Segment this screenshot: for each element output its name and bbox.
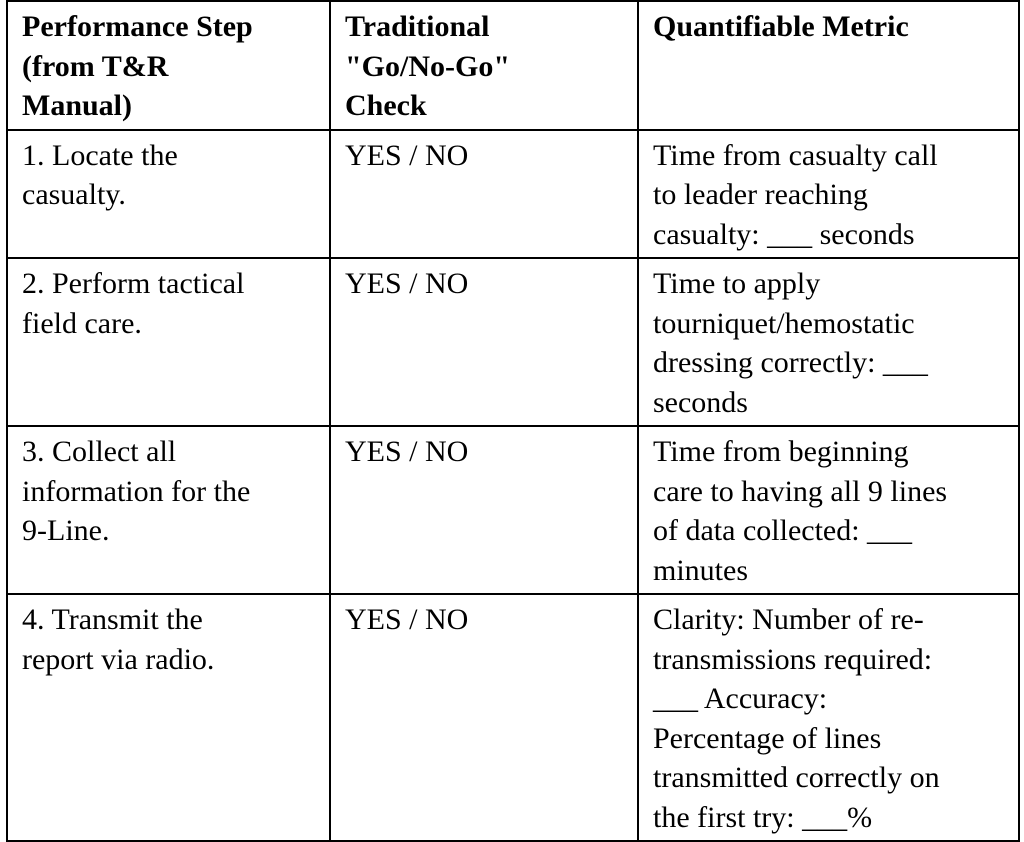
cell-text-line: YES / NO [345,138,469,172]
cell-text-line: casualty. [22,178,126,211]
step-cell [7,130,330,259]
header-row [7,1,1019,130]
table-row [7,594,1019,841]
cell-text-line: YES / NO [345,603,469,636]
header-text-line: "Go/No-Go" [345,49,510,83]
header-text-line: Traditional [345,10,490,43]
metric-cell [638,258,1019,426]
header-performance-step [7,1,330,130]
table-row [7,426,1019,594]
header-text-line: Quantifiable Metric [653,10,909,43]
cell-text-line: to leader reaching [653,178,868,211]
step-cell [7,594,330,841]
cell-text-line: casualty: ___ seconds [653,217,915,251]
cell-text-line: 3. Collect all [22,435,177,468]
cell-text-line: transmitted correctly on [653,761,940,794]
check-cell [330,258,638,426]
header-text-line: Performance Step [22,10,253,43]
metric-cell [638,426,1019,594]
cell-text-line: Time to apply [653,267,821,300]
check-cell [330,426,638,594]
cell-text-line: Percentage of lines [653,721,882,755]
step-cell [7,258,330,426]
step-cell [7,426,330,594]
cell-text-line: transmissions required: [653,642,933,676]
header-go-no-go-check [330,1,638,130]
cell-text-line: field care. [22,306,142,340]
cell-text-line: Time from beginning [653,435,909,468]
table-row [7,130,1019,259]
cell-text-line: 1. Locate the [22,138,178,172]
metric-cell [638,130,1019,259]
cell-text-line: ___ Accuracy: [653,682,828,715]
header-quantifiable-metric [638,1,1019,130]
header-text-line: (from T&R [22,49,169,83]
cell-text-line: YES / NO [345,267,469,300]
cell-text-line: 9-Line. [22,514,110,547]
metrics-table [6,0,1020,842]
cell-text-line: 4. Transmit the [22,603,203,636]
metric-cell [638,594,1019,841]
cell-text-line: YES / NO [345,435,469,468]
cell-text-line: minutes [653,553,748,587]
table-row [7,258,1019,426]
cell-text-line: the first try: ___% [653,800,873,834]
cell-text-line: tourniquet/hemostatic [653,306,915,340]
cell-text-line: dressing correctly: ___ [653,346,928,379]
cell-text-line: seconds [653,385,748,419]
cell-text-line: report via radio. [22,642,215,676]
check-cell [330,130,638,259]
cell-text-line: 2. Perform tactical [22,267,245,300]
check-cell [330,594,638,841]
cell-text-line: care to having all 9 lines [653,474,948,508]
cell-text-line: of data collected: ___ [653,514,913,547]
header-text-line: Check [345,89,427,122]
cell-text-line: Time from casualty call [653,138,938,172]
cell-text-line: information for the [22,474,251,508]
cell-text-line: Clarity: Number of re- [653,603,924,636]
header-text-line: Manual) [22,89,133,122]
